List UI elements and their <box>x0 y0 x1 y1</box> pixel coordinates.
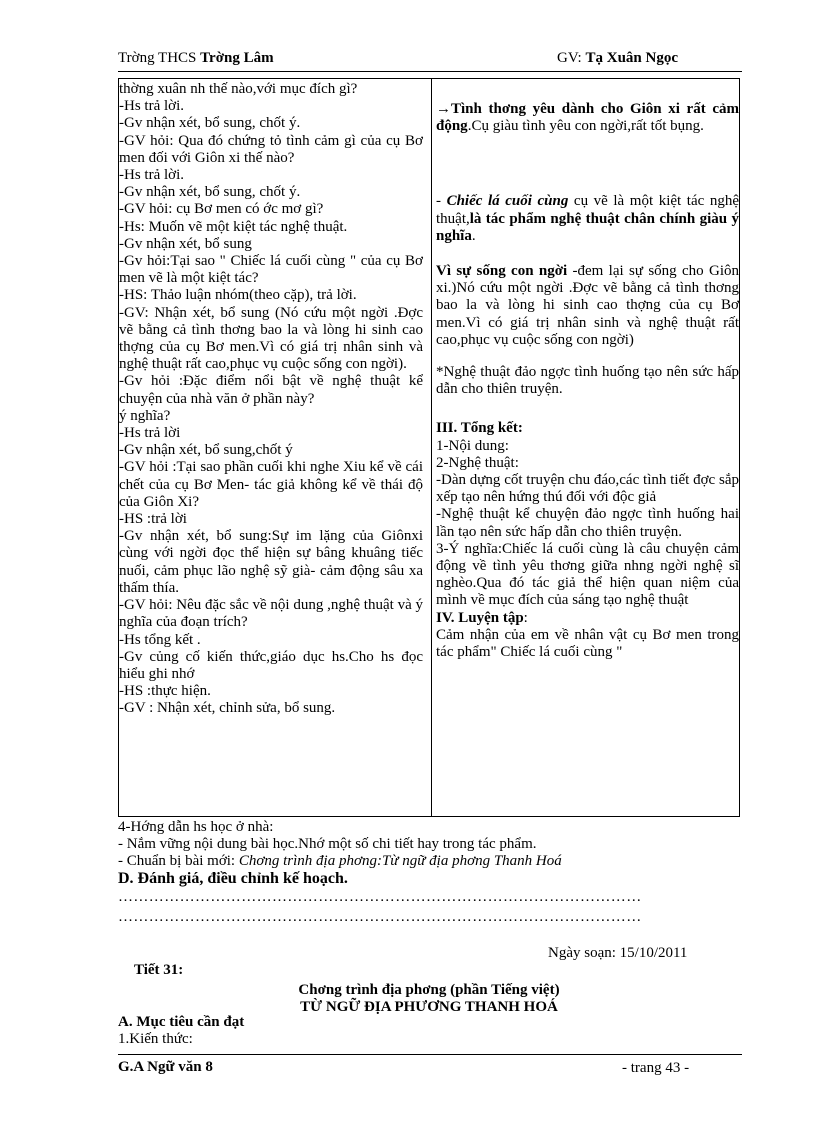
dotted-line: ………………………………………………………………………………………… <box>118 889 642 905</box>
activity-line: -Gv hỏi:Tại sao " Chiếc lá cuối cùng " của cụ Bơ men vẽ là một kiệt tác? <box>119 253 423 287</box>
activity-line: -Gv hỏi :Đặc điểm nổi bật về nghệ thuật kể chuyện của nhà văn ở phần này? <box>119 373 423 407</box>
activity-line: -GV: Nhận xét, bổ sung (Nó cứu một ngời .Đợc vẽ bằng cả tình thơng bao la và lòng hi sinh cao thợng của cụ Bơ men.Vì có giá trị nhân sinh và nghệ thuật rất cao,phục vụ cuộc sống con ngời). <box>119 304 423 373</box>
activity-line: -GV : Nhận xét, chỉnh sửa, bổ sung. <box>119 700 336 717</box>
evaluation-heading: D. Đánh giá, điều chỉnh kế hoạch. <box>118 870 348 887</box>
activity-line: -Gv nhận xét, bổ sung, chốt ý. <box>119 115 301 132</box>
activity-line: thờng xuân nh thế nào,với mục đích gì? <box>119 81 358 97</box>
school-prefix: Trờng THCS <box>118 50 197 66</box>
knowledge-label: 1.Kiến thức: <box>118 1031 193 1047</box>
summary-heading: III. Tổng kết: <box>436 420 523 437</box>
teacher-name: Tạ Xuân Ngọc <box>585 50 678 66</box>
school-header <box>118 50 274 67</box>
practice-text: Cảm nhận của em về nhân vật cụ Bơ men trong tác phẩm" Chiếc lá cuối cùng " <box>436 626 739 661</box>
lesson-title: TỪ NGỮ ĐỊA PHƯƠNG THANH HOÁ <box>300 999 558 1015</box>
activity-line: -Gv nhận xét, bổ sung,chốt ý <box>119 442 293 459</box>
teacher-student-activities <box>119 81 423 718</box>
activity-line: -GV hỏi :Tại sao phần cuối khi nghe Xiu kể về cái chết của cụ Bơ Men- tác giả không kể về thái độ của Giôn Xi? <box>119 459 423 510</box>
summary-item: -Nghệ thuật kể chuyện đảo ngợc tình huống hai lần tạo nên sức hấp dẫn cho thiên truyện. <box>436 506 739 540</box>
date-line <box>548 945 687 962</box>
activity-line: -Gv nhận xét, bổ sung <box>119 235 252 252</box>
date-value: 15/10/2011 <box>619 945 688 961</box>
header-rule <box>118 71 742 72</box>
homework-heading: 4-Hớng dẫn hs học ở nhà: <box>118 819 274 835</box>
activity-line: -Gv nhận xét, bổ sung:Sự im lặng của Giônxi cùng với ngời đọc thể hiện sự bâng khuâng tiếc nuối, cảm phục lão nghệ sỹ già- cảm động sâu xa thấm thía. <box>119 528 423 596</box>
teacher-header <box>557 50 678 67</box>
column-divider <box>431 79 432 816</box>
content-paragraph-art: *Nghệ thuật đảo ngợc tình huống tạo nên sức hấp dẫn cho thiên truyện. <box>436 364 739 398</box>
activity-line: -Gv củng cố kiến thức,giáo dục hs.Cho hs đọc hiểu ghi nhớ <box>119 648 423 682</box>
content-paragraph-masterpiece: - Chiếc lá cuối cùng cụ vẽ là một kiệt tác nghệ thuật,là tác phẩm nghệ thuật chân chính giàu ý nghĩa. <box>436 193 739 244</box>
homework-line: - Chuẩn bị bài mới: Chơng trình địa phơng:Từ ngữ địa phơng Thanh Hoá <box>118 853 562 869</box>
activity-line: -GV hỏi: cụ Bơ men có ớc mơ gì? <box>119 201 324 218</box>
program-title: Chơng trình địa phơng (phần Tiếng việt) <box>298 982 560 998</box>
page-number: - trang 43 - <box>622 1060 690 1076</box>
activity-line: -Hs trả lời <box>119 425 181 442</box>
content-paragraph-life: Vì sự sống con ngời -đem lại sự sống cho Giôn xi.)Nó cứu một ngời .Đợc vẽ bằng cả tình thơng bao la và lòng hi sinh cao thợng của cụ Bơ men.Vì có giá trị nhân sinh và nghệ thuật rất cao,phục vụ cuộc sống con ngời) <box>436 263 739 348</box>
activity-line: -Hs: Muốn vẽ một kiệt tác nghệ thuật. <box>119 218 348 235</box>
activity-line: -HS :trả lời <box>119 511 187 528</box>
activity-line: -GV hỏi: Qua đó chứng tỏ tình cảm gì của cụ Bơ men đối với Giôn xi thế nào? <box>119 132 423 166</box>
school-name: Trờng Lâm <box>200 50 274 66</box>
emphasis: Vì sự sống con ngời <box>436 263 568 280</box>
practice-heading: IV. Luyện tập: <box>436 609 528 626</box>
emphasis-title: Chiếc lá cuối cùng <box>446 193 569 210</box>
summary-item: 3-Ý nghĩa:Chiếc lá cuối cùng là câu chuyện cảm động về tình yêu thơng giữa nhng ngời nghệ sĩ nghèo.Qua đó tác giả thể hiện quan niệm của mình về mục đích của sáng tạo nghệ thuật <box>436 540 739 609</box>
summary-item: -Dàn dựng cốt truyện chu đáo,các tình tiết đợc sắp xếp tạo nên hứng thú đối với độc giả <box>436 472 739 506</box>
activity-line: -GV hỏi: Nêu đặc sắc về nội dung ,nghệ thuật và ý nghĩa của đoạn trích? <box>119 597 423 631</box>
activity-line: -HS :thực hiện. <box>119 683 211 700</box>
homework-line: - Nắm vững nội dung bài học.Nhớ một số chi tiết hay trong tác phẩm. <box>118 836 537 852</box>
activity-line: -Hs trả lời. <box>119 98 185 115</box>
lesson-content <box>436 81 739 661</box>
homework-section <box>118 819 740 887</box>
teacher-prefix: GV: <box>557 50 582 66</box>
next-lesson-title: Chơng trình địa phơng:Từ ngữ địa phơng Thanh Hoá <box>238 853 562 869</box>
footer-left: G.A Ngữ văn 8 <box>118 1059 213 1075</box>
summary-item: 1-Nội dung: <box>436 437 509 454</box>
content-paragraph-love: →Tình thơng yêu dành cho Giôn xi rất cảm động.Cụ giàu tình yêu con ngời,rất tốt bụng. <box>436 101 739 135</box>
dotted-line: ………………………………………………………………………………………… <box>118 909 642 925</box>
footer-rule <box>118 1054 742 1055</box>
activity-line: -HS: Thảo luận nhóm(theo cặp), trả lời. <box>119 287 357 304</box>
emphasis: là tác phẩm nghệ thuật chân chính giàu ý nghĩa <box>436 210 739 244</box>
objectives-heading: A. Mục tiêu cần đạt <box>118 1014 245 1030</box>
emphasis: →Tình thơng yêu dành cho Giôn xi rất cảm động <box>436 101 739 135</box>
activity-line: -Hs trả lời. <box>119 167 185 184</box>
date-label: Ngày soạn: <box>548 945 616 961</box>
lesson-number: Tiết 31: <box>134 962 184 978</box>
summary-item: 2-Nghệ thuật: <box>436 454 519 471</box>
activity-line: -Gv nhận xét, bổ sung, chốt ý. <box>119 184 301 201</box>
activity-line: ý nghĩa? <box>119 407 171 424</box>
lesson-table <box>118 78 740 817</box>
activity-line: -Hs tổng kết . <box>119 631 201 648</box>
